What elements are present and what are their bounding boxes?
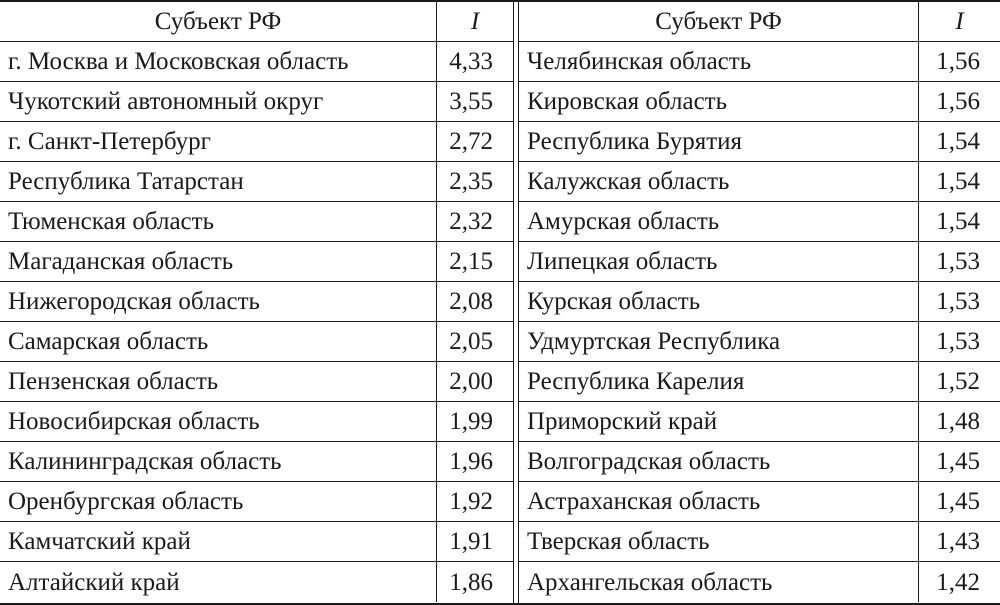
column-header-region: Субъект РФ (519, 2, 919, 42)
column-header-index: I (437, 2, 513, 42)
index-value: 1,91 (437, 522, 513, 562)
index-value: 1,43 (919, 522, 1000, 562)
index-value: 1,53 (919, 282, 1000, 322)
region-name: Курская область (519, 282, 919, 322)
region-name: Республика Татарстан (0, 162, 437, 202)
region-name: Нижегородская область (0, 282, 437, 322)
region-name: Астраханская область (519, 482, 919, 522)
index-value: 1,54 (919, 202, 1000, 242)
region-name: Республика Бурятия (519, 122, 919, 162)
index-value: 1,56 (919, 42, 1000, 82)
region-name: Пензенская область (0, 362, 437, 402)
region-name: Архангельская область (519, 562, 919, 602)
region-name: Тюменская область (0, 202, 437, 242)
region-name: Новосибирская область (0, 402, 437, 442)
index-value: 1,45 (919, 482, 1000, 522)
table-right-half (519, 2, 1000, 603)
column-header-region: Субъект РФ (0, 2, 437, 42)
region-name: г. Санкт-Петербург (0, 122, 437, 162)
index-value: 2,00 (437, 362, 513, 402)
region-name: Челябинская область (519, 42, 919, 82)
region-name: Камчатский край (0, 522, 437, 562)
index-value: 1,96 (437, 442, 513, 482)
index-value: 1,42 (936, 568, 980, 596)
region-name: Кировская область (519, 82, 919, 122)
index-value: 2,32 (437, 202, 513, 242)
region-name: Липецкая область (519, 242, 919, 282)
index-value: 4,33 (437, 42, 513, 82)
region-name: Чукотский автономный округ (0, 82, 437, 122)
index-value: 1,45 (919, 442, 1000, 482)
index-value: 1,86 (449, 568, 493, 596)
index-value: 2,08 (437, 282, 513, 322)
region-name: Тверская область (519, 522, 919, 562)
index-value: 1,54 (919, 122, 1000, 162)
index-value: 1,99 (437, 402, 513, 442)
region-name: Республика Карелия (519, 362, 919, 402)
index-value: 2,35 (437, 162, 513, 202)
index-value: 1,52 (919, 362, 1000, 402)
column-header-index: I (919, 2, 1000, 42)
region-name: Самарская область (0, 322, 437, 362)
index-value: 1,54 (919, 162, 1000, 202)
index-value: 2,05 (437, 322, 513, 362)
region-name: Калужская область (519, 162, 919, 202)
region-name: Амурская область (519, 202, 919, 242)
index-value: 1,56 (919, 82, 1000, 122)
index-value: 3,55 (437, 82, 513, 122)
region-name: Удмуртская Республика (519, 322, 919, 362)
index-value: 1,53 (919, 242, 1000, 282)
table-left-half (0, 2, 513, 603)
region-name: Калининградская область (0, 442, 437, 482)
region-name: Алтайский край (0, 562, 437, 602)
region-name: г. Москва и Московская область (0, 42, 437, 82)
region-name: Оренбургская область (0, 482, 437, 522)
index-value: 1,53 (919, 322, 1000, 362)
index-value: 1,92 (437, 482, 513, 522)
region-name: Магаданская область (0, 242, 437, 282)
index-value: 2,15 (437, 242, 513, 282)
region-name: Волгоградская область (519, 442, 919, 482)
index-value: 2,72 (437, 122, 513, 162)
region-name: Приморский край (519, 402, 919, 442)
index-value: 1,48 (919, 402, 1000, 442)
